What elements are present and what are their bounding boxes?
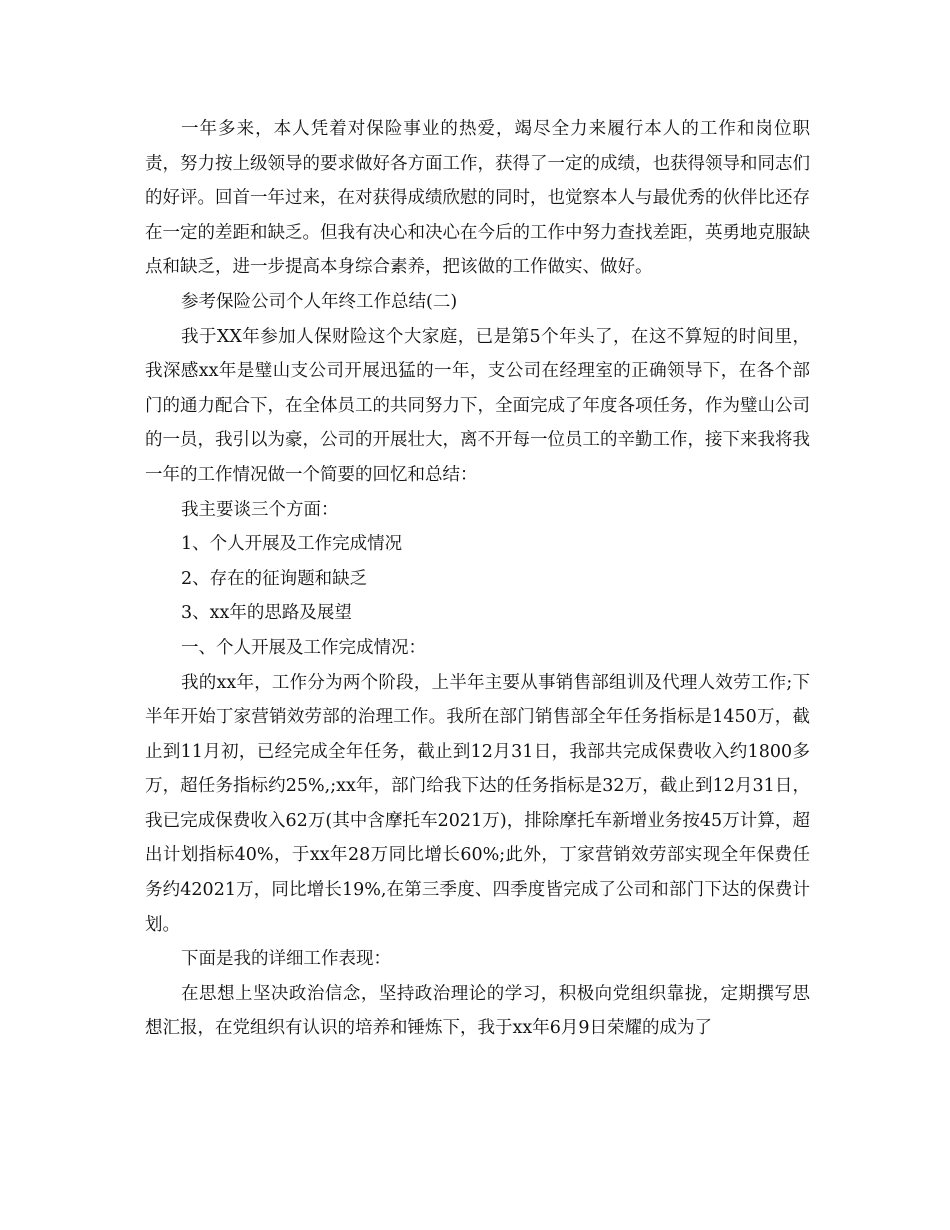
subsection-heading: 一、个人开展及工作完成情况： <box>181 637 426 658</box>
paragraph-intro: 一年多来，本人凭着对保险事业的热爱，竭尽全力来履行本人的工作和岗位职责，努力按上级领导的要求做好各方面工作，获得了一定的成绩，也获得领导和同志们的好评。回首一年过来，在对获得成绩欣慰的同时，也觉察本人与最优秀的伙伴比还存在一定的差距和缺乏。但我有决心和决心在今后的工作中努力查找差距，英勇地克服缺点和缺乏，进一步提高本身综合素养，把该做的工作做实、做好。 <box>145 119 810 278</box>
list-item-2: 2、存在的征询题和缺乏 <box>181 568 368 589</box>
document-body <box>145 112 810 1046</box>
paragraph-three-aspects: 我主要谈三个方面： <box>181 499 339 520</box>
paragraph-ideology: 在思想上坚决政治信念，坚持政治理论的学习，积极向党组织靠拢，定期撰写思想汇报，在党组织有认识的培养和锤炼下，我于xx年6月9日荣耀的成为了 <box>145 983 810 1039</box>
list-item-1: 1、个人开展及工作完成情况 <box>181 534 403 555</box>
list-item-3: 3、xx年的思路及展望 <box>181 603 352 624</box>
paragraph-details-intro: 下面是我的详细工作表现： <box>181 949 391 970</box>
section-heading: 参考保险公司个人年终工作总结(二) <box>181 291 458 312</box>
paragraph-background: 我于XX年参加人保财险这个大家庭，已是第5个年头了，在这不算短的时间里，我深感xx年是璧山支公司开展迅猛的一年，支公司在经理室的正确领导下，在各个部门的通力配合下，在全体员工的共同努力下，全面完成了年度各项任务，作为璧山公司的一员，我引以为豪，公司的开展壮大，离不开每一位员工的辛勤工作，接下来我将我一年的工作情况做一个简要的回忆和总结： <box>145 326 810 485</box>
paragraph-performance: 我的xx年，工作分为两个阶段，上半年主要从事销售部组训及代理人效劳工作;下半年开始丁家营销效劳部的治理工作。我所在部门销售部全年任务指标是1450万，截止到11月初，已经完成全年任务，截止到12月31日，我部共完成保费收入约1800多万，超任务指标约25%,;xx年，部门给我下达的任务指标是32万，截止到12月31日，我已完成保费收入62万(其中含摩托车2021万)，排除摩托车新增业务按45万计算，超出计划指标40%，于xx年28万同比增长60%;此外，丁家营销效劳部实现全年保费任务约42021万，同比增长19%,在第三季度、四季度皆完成了公司和部门下达的保费计划。 <box>145 672 810 935</box>
